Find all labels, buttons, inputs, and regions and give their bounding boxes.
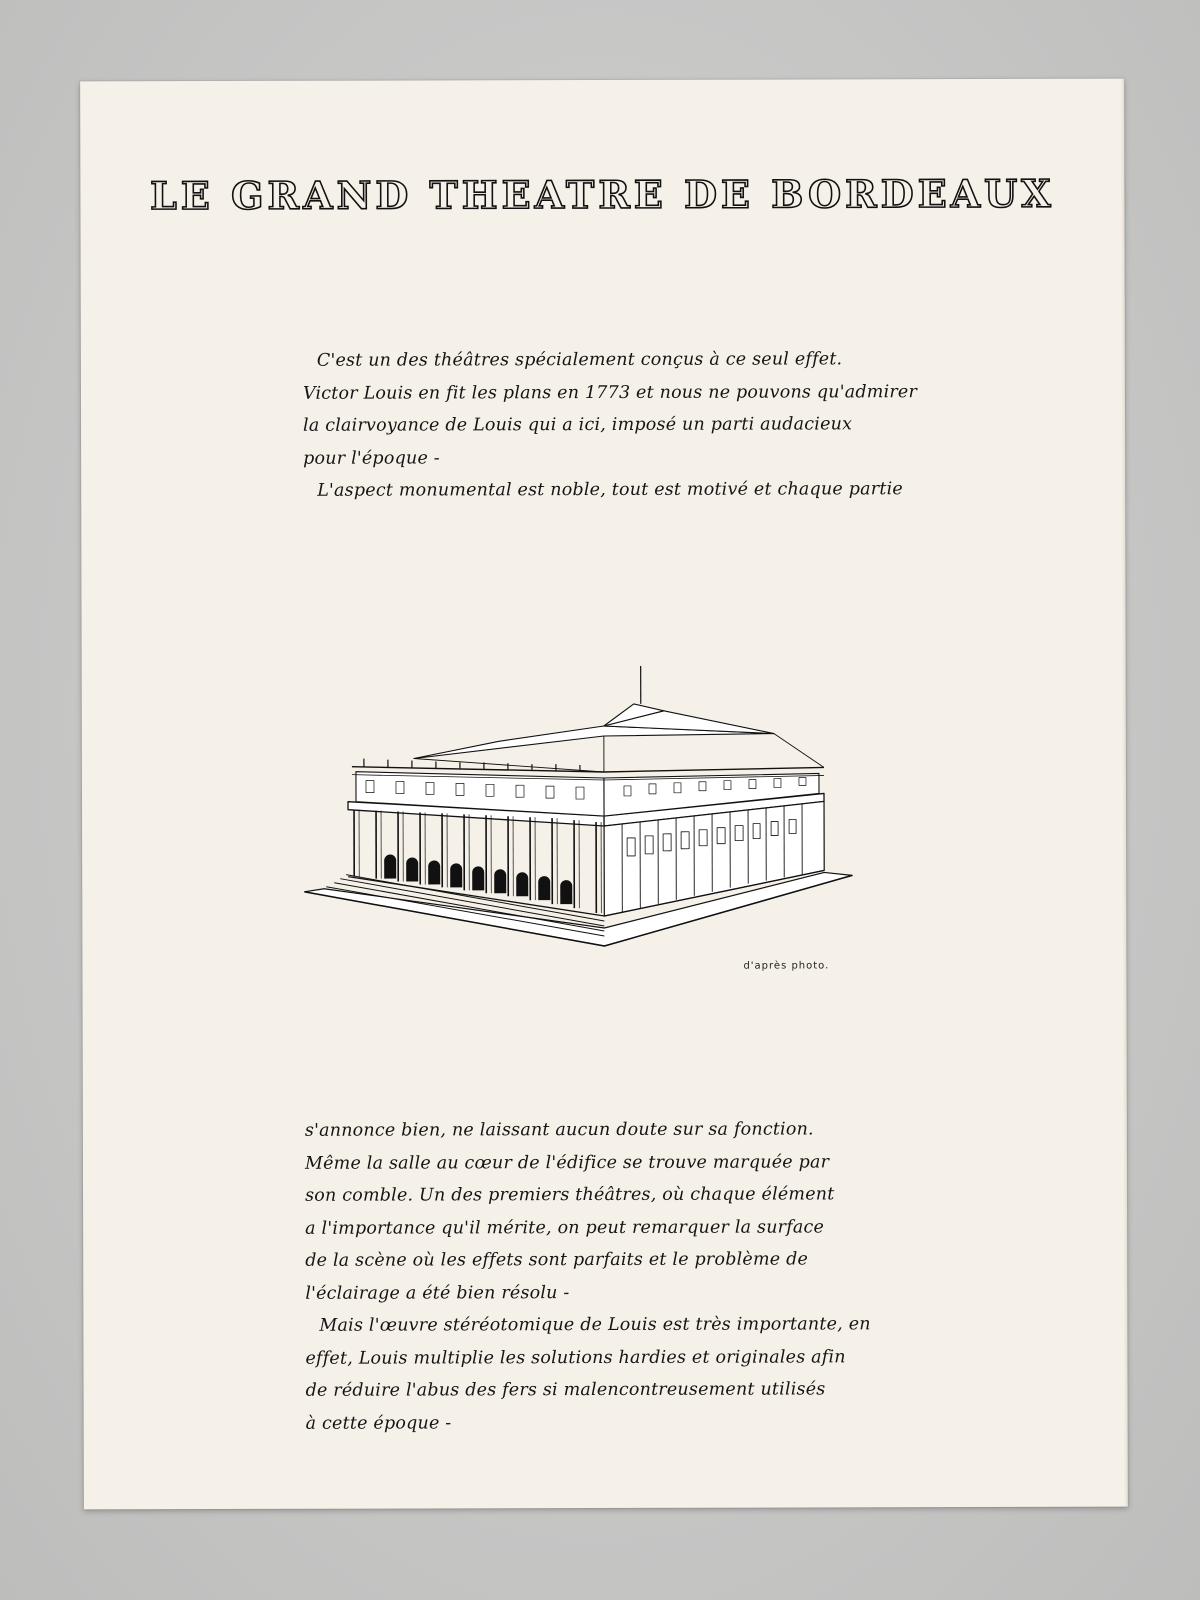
text-line: s'annonce bien, ne laissant aucun doute sur sa fonction. [304, 1119, 814, 1141]
text-line: C'est un des théâtres spécialement conçus à ce seul effet. [316, 349, 843, 371]
text-line: Victor Louis en fit les plans en 1773 et nous ne pouvons qu'admirer [302, 381, 918, 404]
paper-sheet [80, 79, 1128, 1510]
text-line: effet, Louis multiplie les solutions hardies et originales afin [305, 1346, 846, 1369]
text-line: Même la salle au cœur de l'édifice se trouve marquée par [304, 1151, 830, 1174]
text-line: de la scène où les effets sont parfaits et le problème de [305, 1249, 809, 1271]
text-line: l'éclairage a été bien résolu - [305, 1282, 570, 1304]
page-title: LE GRAND THEATRE DE BORDEAUX [150, 170, 1055, 219]
text-line: L'aspect monumental est noble, tout est motivé et chaque partie [317, 479, 903, 501]
handwritten-paragraph-1 [303, 343, 943, 507]
text-line: Mais l'œuvre stéréotomique de Louis est très importante, en [319, 1314, 871, 1336]
text-line: la clairvoyance de Louis qui a ici, imposé un parti audacieux [303, 414, 853, 436]
text-line: a l'importance qu'il mérite, on peut remarquer la surface [305, 1216, 825, 1239]
illustration-caption: d'après photo. [743, 960, 830, 972]
text-line: à cette époque - [305, 1412, 452, 1434]
text-line: pour l'époque - [303, 447, 440, 469]
handwritten-paragraph-2 [305, 1113, 946, 1440]
grand-theatre-drawing [304, 665, 865, 956]
text-line: son comble. Un des premiers théâtres, où chaque élément [305, 1184, 835, 1206]
text-line: de réduire l'abus des fers si malencontreusement utilisés [305, 1379, 826, 1401]
